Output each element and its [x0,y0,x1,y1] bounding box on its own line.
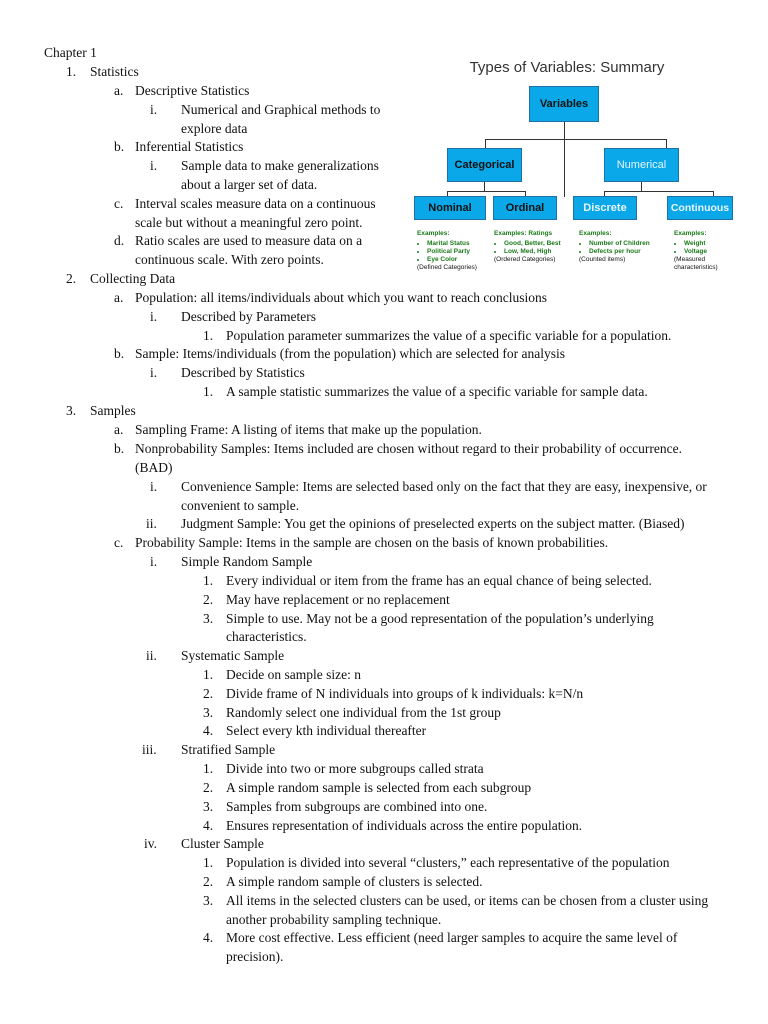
list-marker: b. [114,441,125,456]
list-item: Population parameter summarizes the value of a specific variable for a population. [226,328,672,343]
list-marker: 1. [203,667,214,682]
list-item: Described by Statistics [181,365,305,380]
list-item: Stratified Sample [181,742,276,757]
list-marker: c. [114,535,124,550]
list-item: Descriptive Statistics [135,83,250,98]
list-item: Numerical and Graphical methods to [181,102,381,117]
list-marker: i. [150,365,158,380]
example-item: • Weight [684,240,736,248]
list-marker: 3. [66,403,77,418]
connector [485,139,667,140]
list-marker: 1. [203,573,214,588]
examples-heading: Examples: [417,230,450,237]
list-marker: a. [114,422,124,437]
chapter-heading: Chapter 1 [44,45,97,60]
list-item: Sample data to make generalizations [181,158,379,173]
list-item: More cost effective. Less efficient (need larger samples to acquire the same level of [226,930,678,945]
node-continuous: Continuous [667,196,733,220]
list-item: Sampling Frame: A listing of items that make up the population. [135,422,482,437]
list-item: Judgment Sample: You get the opinions of preselected experts on the subject matter. (Biased) [181,516,685,531]
list-item: Decide on sample size: n [226,667,361,682]
list-item: Sample: Items/individuals (from the population) which are selected for analysis [135,346,566,361]
node-discrete: Discrete [573,196,637,220]
list-item-continuation: continuous scale. With zero points. [135,252,324,267]
list-item-continuation: convenient to sample. [181,498,300,513]
list-item-continuation: precision). [226,949,284,964]
list-item-continuation: characteristics. [226,629,307,644]
list-marker: 1. [66,64,77,79]
example-item: • Marital Status [427,240,477,248]
node-ordinal: Ordinal [493,196,557,220]
list-marker: 3. [203,705,214,720]
list-marker: 3. [203,611,214,626]
list-marker: 1. [203,855,214,870]
examples-heading: Examples: [579,230,612,237]
list-marker: 2. [203,780,214,795]
section-title-samples: Samples [90,403,136,418]
list-item: A simple random sample of clusters is selected. [226,874,483,889]
list-item: Every individual or item from the frame has an equal chance of being selected. [226,573,652,588]
list-item-continuation: explore data [181,121,248,136]
list-item: All items in the selected clusters can be used, or items can be chosen from a cluster using [226,893,709,908]
list-marker: 2. [203,592,214,607]
list-item: Ensures representation of individuals across the entire population. [226,818,583,833]
connector [564,122,565,197]
example-item: • Political Party [427,248,477,256]
examples-note: (Measured characteristics) [674,256,718,271]
list-item: Population is divided into several “clusters,” each representative of the population [226,855,670,870]
list-item-continuation: scale but without a meaningful zero point. [135,215,363,230]
examples-note: (Defined Categories) [417,264,477,271]
connector [604,191,714,192]
list-item: Population: all items/individuals about which you want to reach conclusions [135,290,548,305]
list-marker: a. [114,290,124,305]
list-marker: b. [114,346,125,361]
list-marker: 2. [203,686,214,701]
list-item: May have replacement or no replacement [226,592,450,607]
list-marker: ii. [146,648,157,663]
examples-heading: Examples: [674,230,707,237]
list-item: Select every kth individual thereafter [226,723,427,738]
connector [484,182,485,191]
list-marker: ii. [146,516,157,531]
list-marker: 1. [203,384,214,399]
list-item: Samples from subgroups are combined into one. [226,799,488,814]
list-marker: 1. [203,761,214,776]
list-marker: i. [150,554,158,569]
continuous-examples [674,230,736,272]
connector [447,191,526,192]
list-marker: 2. [203,874,214,889]
list-marker: 4. [203,818,214,833]
connector [641,182,642,191]
list-item: Interval scales measure data on a continuous [135,196,376,211]
list-marker: i. [150,479,158,494]
list-item: Randomly select one individual from the 1st group [226,705,501,720]
list-item: Convenience Sample: Items are selected based only on the fact that they are easy, inexpensive, or [181,479,707,494]
list-item: Cluster Sample [181,836,264,851]
list-item: A simple random sample is selected from each subgroup [226,780,532,795]
list-marker: d. [114,233,125,248]
list-item: Nonprobability Samples: Items included are chosen without regard to their probability of occurrence. [135,441,682,456]
node-categorical: Categorical [447,148,522,182]
list-marker: i. [150,158,158,173]
discrete-examples [579,230,650,264]
list-item-continuation: about a larger set of data. [181,177,318,192]
list-marker: 2. [66,271,77,286]
diagram-title: Types of Variables: Summary [469,59,665,76]
list-item-continuation: another probability sampling technique. [226,912,442,927]
list-item: Divide into two or more subgroups called strata [226,761,484,776]
example-item: • Good, Better, Best [504,240,561,248]
list-marker: c. [114,196,124,211]
list-item: Simple Random Sample [181,554,313,569]
examples-note: (Ordered Categories) [494,256,556,263]
list-item: Described by Parameters [181,309,316,324]
section-title-statistics: Statistics [90,64,139,79]
list-marker: b. [114,139,125,154]
list-marker: i. [150,102,158,117]
list-item: Ratio scales are used to measure data on a [135,233,363,248]
list-item: Systematic Sample [181,648,285,663]
list-item: Simple to use. May not be a good representation of the population’s underlying [226,611,654,626]
examples-note: (Counted items) [579,256,626,263]
list-item: Probability Sample: Items in the sample are chosen on the basis of known probabilities. [135,535,609,550]
node-nominal: Nominal [414,196,486,220]
list-item-continuation: (BAD) [135,460,173,475]
node-numerical: Numerical [604,148,679,182]
list-item: Inferential Statistics [135,139,244,154]
list-marker: iii. [142,742,157,757]
list-marker: 4. [203,723,214,738]
section-title-collecting-data: Collecting Data [90,271,176,286]
example-item: • Eye Color [427,256,477,264]
list-marker: i. [150,309,158,324]
list-marker: iv. [144,836,157,851]
list-marker: 1. [203,328,214,343]
ordinal-examples [494,230,561,264]
variables-diagram [400,54,740,278]
list-marker: a. [114,83,124,98]
examples-heading: Examples: Ratings [494,230,553,237]
list-marker: 3. [203,799,214,814]
list-marker: 3. [203,893,214,908]
list-item: Divide frame of N individuals into groups of k individuals: k=N/n [226,686,584,701]
example-item: • Defects per hour [589,248,650,256]
list-item: A sample statistic summarizes the value of a specific variable for sample data. [226,384,648,399]
node-variables: Variables [529,86,599,122]
example-item: • Voltage [684,248,736,256]
list-marker: 4. [203,930,214,945]
example-item: • Low, Med, High [504,248,561,256]
example-item: • Number of Children [589,240,650,248]
nominal-examples [417,230,477,272]
